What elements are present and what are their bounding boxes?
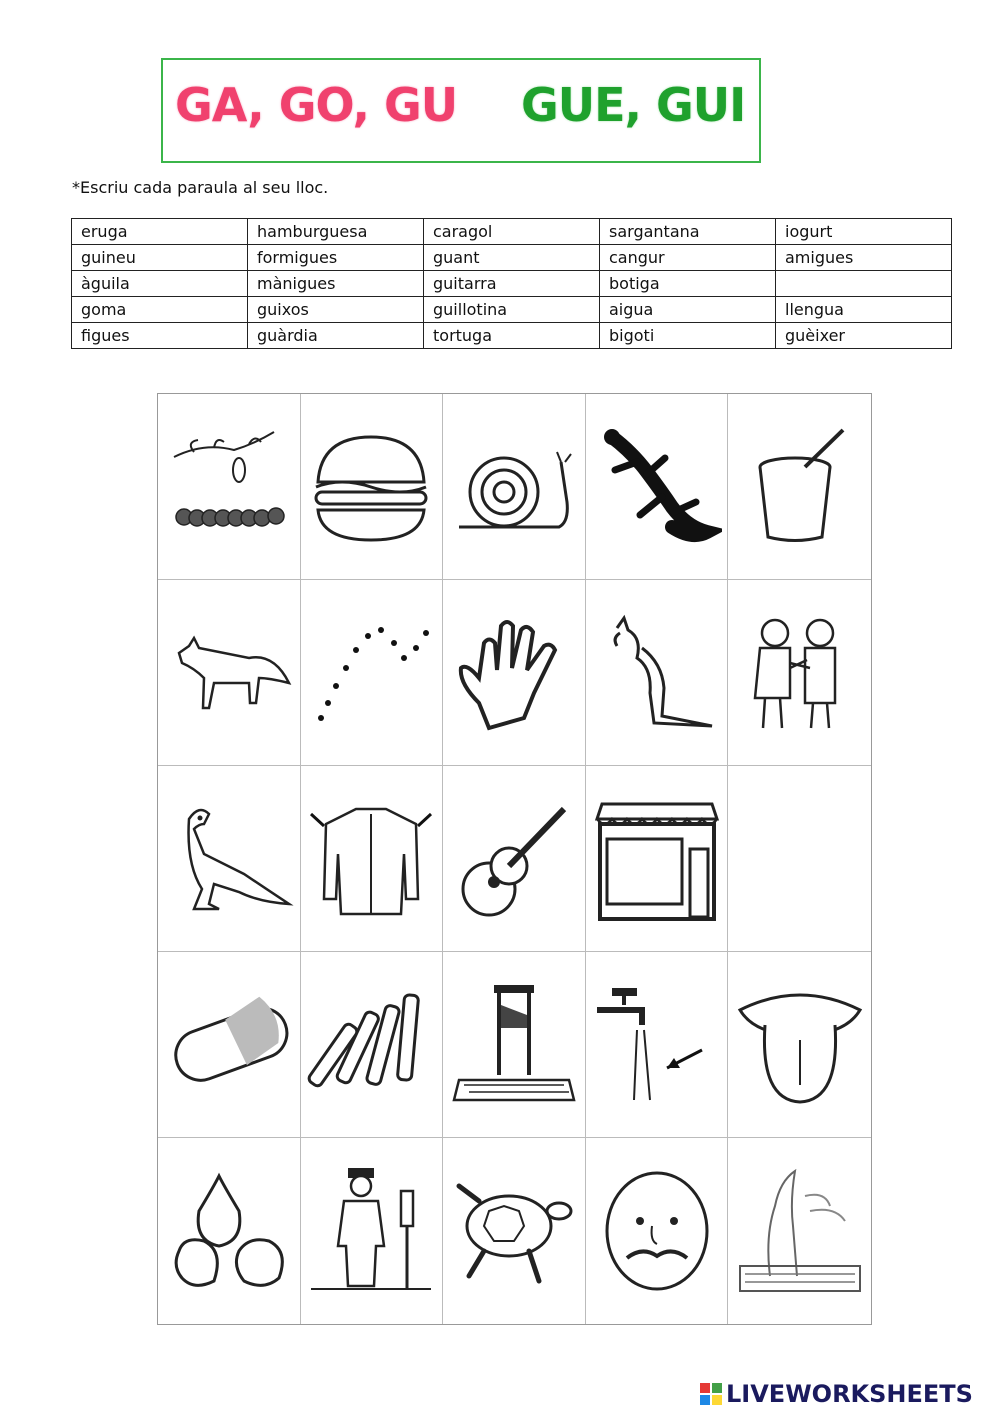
word-cell: botiga [600, 271, 776, 297]
jacket-sleeves-icon [306, 794, 436, 924]
word-cell [776, 271, 952, 297]
picture-cell [301, 580, 444, 766]
picture-cell [158, 1138, 301, 1324]
footer-brand-text: LIVEWORKSHEETS [726, 1380, 973, 1408]
eagle-icon [164, 794, 294, 924]
word-cell: cangur [600, 245, 776, 271]
title-box [161, 58, 761, 163]
word-cell: guitarra [424, 271, 600, 297]
word-cell: llengua [776, 297, 952, 323]
title-gue-gui: GUE, GUI [521, 78, 746, 132]
word-cell: guant [424, 245, 600, 271]
picture-cell [443, 394, 586, 580]
guitar-icon [449, 794, 579, 924]
instruction-text: *Escriu cada paraula al seu lloc. [72, 178, 329, 197]
word-cell: figues [72, 323, 248, 349]
lizard-icon [592, 422, 722, 552]
guard-icon [306, 1166, 436, 1296]
word-cell: guillotina [424, 297, 600, 323]
picture-grid [157, 393, 872, 1325]
shop-icon [592, 794, 722, 924]
kangaroo-icon [592, 608, 722, 738]
picture-cell [158, 766, 301, 952]
picture-cell [443, 1138, 586, 1324]
table-row [72, 245, 952, 271]
tongue-icon [735, 980, 865, 1110]
picture-cell [586, 394, 729, 580]
word-cell: tortuga [424, 323, 600, 349]
glove-icon [449, 608, 579, 738]
table-row [72, 297, 952, 323]
table-row [72, 323, 952, 349]
word-cell: guineu [72, 245, 248, 271]
yogurt-icon [735, 422, 865, 552]
geyser-icon [735, 1166, 865, 1296]
picture-cell [158, 952, 301, 1138]
picture-cell [301, 766, 444, 952]
table-row [72, 219, 952, 245]
picture-cell [158, 394, 301, 580]
picture-cell [728, 1138, 871, 1324]
picture-cell [586, 952, 729, 1138]
word-table [71, 218, 952, 349]
picture-cell [586, 580, 729, 766]
picture-cell [301, 1138, 444, 1324]
word-cell: caragol [424, 219, 600, 245]
eraser-icon [164, 980, 294, 1110]
chalk-icon [306, 980, 436, 1110]
hamburger-icon [306, 422, 436, 552]
tap-water-icon [592, 980, 722, 1110]
guillotine-icon [449, 980, 579, 1110]
title-ga-go-gu: GA, GO, GU [175, 78, 458, 132]
word-cell: eruga [72, 219, 248, 245]
caterpillar-icon [164, 422, 294, 552]
word-cell: guixos [248, 297, 424, 323]
word-cell: iogurt [776, 219, 952, 245]
footer-branding [700, 1380, 973, 1408]
ants-icon [306, 608, 436, 738]
word-cell: amigues [776, 245, 952, 271]
picture-cell [728, 952, 871, 1138]
word-cell: bigoti [600, 323, 776, 349]
picture-cell [158, 580, 301, 766]
word-cell: àguila [72, 271, 248, 297]
word-cell: guèixer [776, 323, 952, 349]
table-row [72, 271, 952, 297]
picture-cell [728, 394, 871, 580]
fox-icon [164, 608, 294, 738]
picture-cell [301, 952, 444, 1138]
picture-cell [443, 580, 586, 766]
word-cell: mànigues [248, 271, 424, 297]
picture-cell [301, 394, 444, 580]
picture-cell-empty [728, 766, 871, 952]
picture-cell [443, 766, 586, 952]
turtle-icon [449, 1166, 579, 1296]
friends-hugging-icon [735, 608, 865, 738]
word-cell: sargantana [600, 219, 776, 245]
word-cell: goma [72, 297, 248, 323]
picture-cell [586, 766, 729, 952]
word-cell: formigues [248, 245, 424, 271]
picture-cell [586, 1138, 729, 1324]
picture-cell [443, 952, 586, 1138]
word-cell: hamburguesa [248, 219, 424, 245]
picture-cell [728, 580, 871, 766]
liveworksheets-logo-icon [700, 1383, 722, 1405]
snail-icon [449, 422, 579, 552]
word-cell: guàrdia [248, 323, 424, 349]
figs-icon [164, 1166, 294, 1296]
moustache-face-icon [592, 1166, 722, 1296]
word-cell: aigua [600, 297, 776, 323]
